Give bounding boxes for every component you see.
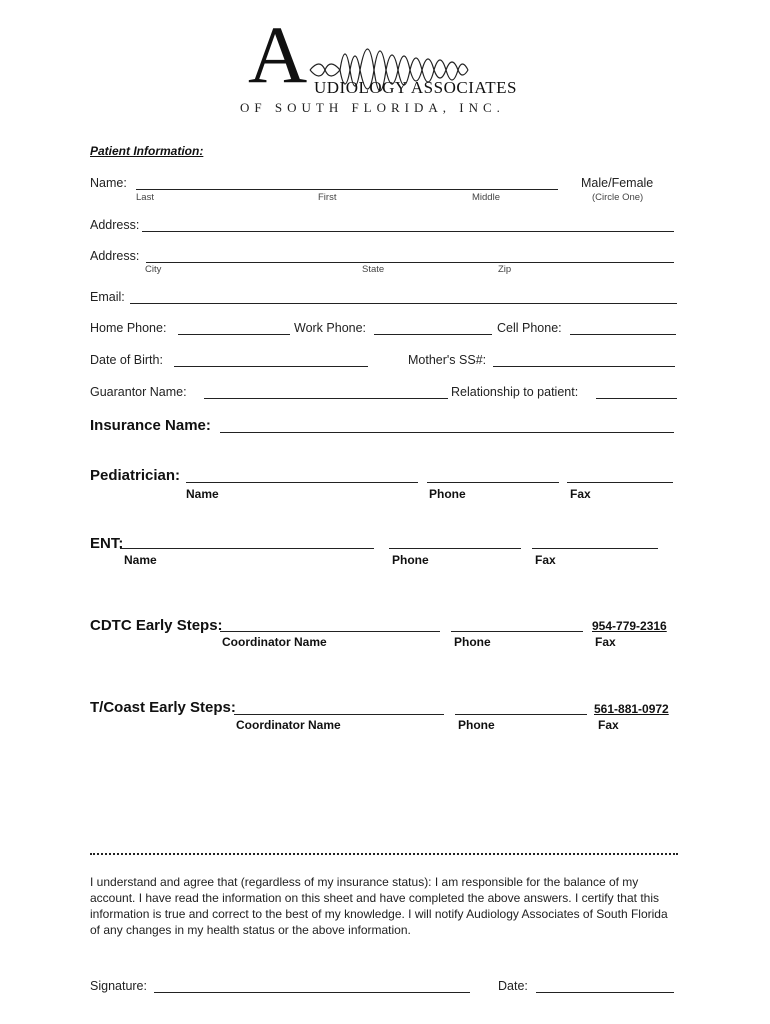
tcoast-coordinator-hint: Coordinator Name (236, 718, 341, 732)
cell-phone-label: Cell Phone: (497, 321, 562, 335)
cdtc-label: CDTC Early Steps: (90, 617, 223, 634)
name-label: Name: (90, 176, 127, 190)
logo-name: UDIOLOGY ASSOCIATES (314, 78, 517, 97)
state-hint: State (362, 264, 385, 275)
date-field[interactable] (536, 992, 674, 993)
tcoast-phone-field[interactable] (455, 714, 587, 715)
signature-label: Signature: (90, 979, 147, 993)
work-phone-label: Work Phone: (294, 321, 367, 335)
ent-name-field[interactable] (120, 548, 374, 549)
ent-name-hint: Name (124, 553, 157, 567)
cell-phone-field[interactable] (570, 334, 676, 335)
date-label: Date: (498, 979, 528, 993)
pediatrician-name-hint: Name (186, 487, 219, 501)
home-phone-label: Home Phone: (90, 321, 167, 335)
guarantor-label: Guarantor Name: (90, 385, 187, 399)
city-hint: City (145, 264, 162, 275)
cdtc-coordinator-field[interactable] (220, 631, 440, 632)
email-label: Email: (90, 290, 125, 304)
relationship-field[interactable] (596, 398, 677, 399)
logo-letter: A (248, 9, 308, 100)
dob-label: Date of Birth: (90, 353, 163, 367)
cdtc-fax-number: 954-779-2316 (592, 619, 667, 633)
tcoast-phone-hint: Phone (458, 718, 495, 732)
dotted-divider (90, 853, 678, 855)
relationship-label: Relationship to patient: (451, 385, 579, 399)
tcoast-fax-hint: Fax (598, 718, 619, 732)
address2-label: Address: (90, 249, 140, 263)
mother-ss-label: Mother's SS#: (408, 353, 487, 367)
zip-hint: Zip (498, 264, 512, 275)
mother-ss-field[interactable] (493, 366, 675, 367)
cdtc-coordinator-hint: Coordinator Name (222, 635, 327, 649)
ent-fax-field[interactable] (532, 548, 658, 549)
ent-phone-field[interactable] (389, 548, 521, 549)
ent-phone-hint: Phone (392, 553, 429, 567)
middle-hint: Middle (472, 192, 500, 203)
first-hint: First (318, 192, 337, 203)
pediatrician-phone-field[interactable] (427, 482, 559, 483)
dob-field[interactable] (174, 366, 368, 367)
ent-fax-hint: Fax (535, 553, 556, 567)
tcoast-coordinator-field[interactable] (234, 714, 444, 715)
pediatrician-fax-field[interactable] (567, 482, 673, 483)
email-field[interactable] (130, 303, 677, 304)
statement-paragraph: I understand and agree that (regardless of my insurance status): I am responsible for the balance of my account. I have read the information on this sheet and have completed the above answers. I certify that this information is true and correct to the best of my knowledge. I will notify Audiology Associates of South Florida of any changes in my health status or the above information. (90, 875, 668, 937)
cdtc-fax-hint: Fax (595, 635, 616, 649)
guarantor-field[interactable] (204, 398, 448, 399)
name-field[interactable] (136, 189, 558, 190)
logo-tagline: OF SOUTH FLORIDA, INC. (240, 100, 505, 115)
pediatrician-fax-hint: Fax (570, 487, 591, 501)
ent-label: ENT: (90, 535, 124, 552)
tcoast-fax-number: 561-881-0972 (594, 702, 669, 716)
insurance-label: Insurance Name: (90, 417, 211, 434)
cdtc-phone-field[interactable] (451, 631, 583, 632)
tcoast-label: T/Coast Early Steps: (90, 699, 236, 716)
address1-label: Address: (90, 218, 140, 232)
cdtc-phone-hint: Phone (454, 635, 491, 649)
address1-field[interactable] (142, 231, 674, 232)
gender-label: Male/Female (581, 176, 654, 190)
gender-hint: (Circle One) (592, 192, 644, 203)
pediatrician-name-field[interactable] (186, 482, 418, 483)
home-phone-field[interactable] (178, 334, 290, 335)
section-title: Patient Information: (90, 144, 204, 158)
work-phone-field[interactable] (374, 334, 492, 335)
pediatrician-phone-hint: Phone (429, 487, 466, 501)
signature-field[interactable] (154, 992, 470, 993)
last-hint: Last (136, 192, 154, 203)
address2-field[interactable] (146, 262, 674, 263)
pediatrician-label: Pediatrician: (90, 467, 181, 484)
insurance-field[interactable] (220, 432, 674, 433)
